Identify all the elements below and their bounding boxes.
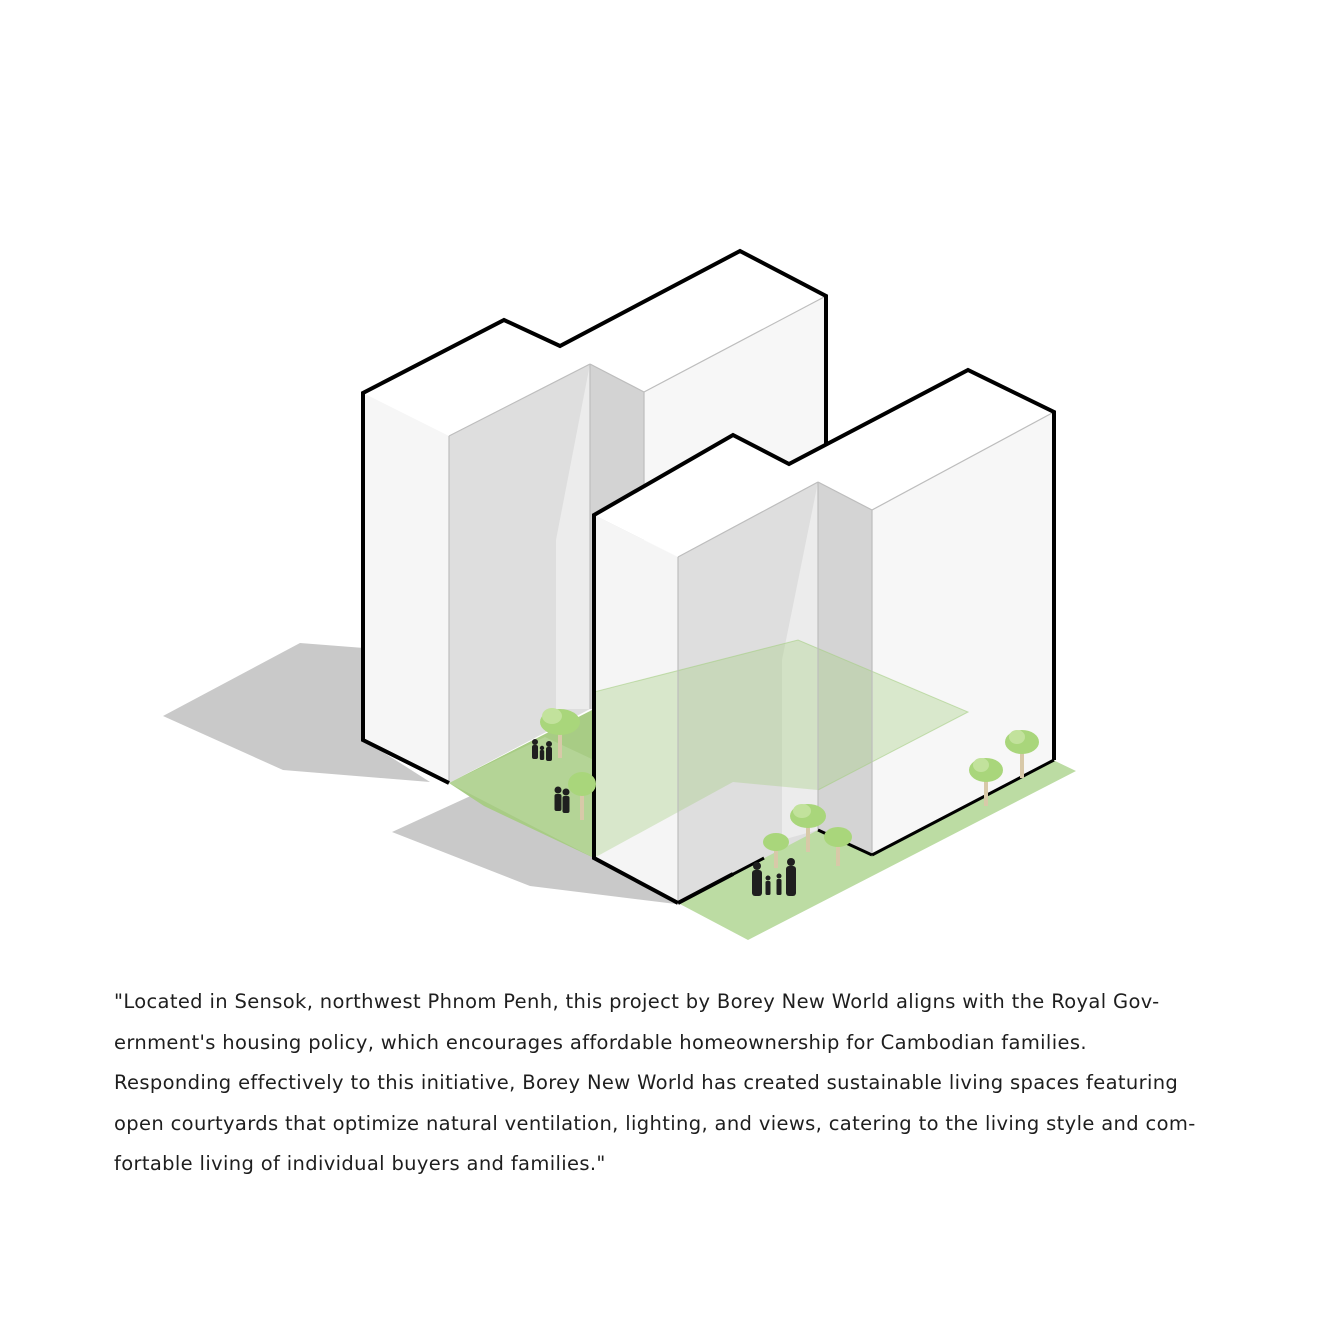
- person-icon: [532, 739, 538, 759]
- person-icon: [766, 876, 771, 896]
- description-line: open courtyards that optimize natural ventilation, lighting, and views, catering to the living style and com-: [114, 1111, 1196, 1135]
- rear-block-left-wall: [363, 393, 449, 783]
- description-line: "Located in Sensok, northwest Phnom Penh, this project by Borey New World aligns with the Royal Gov-: [114, 990, 1160, 1013]
- person-icon: [777, 874, 782, 896]
- person-icon: [546, 741, 552, 761]
- person-icon: [540, 746, 544, 760]
- person-icon: [752, 862, 762, 896]
- description-line: Responding effectively to this initiative, Borey New World has created sustainable living spaces featuring: [114, 1071, 1179, 1094]
- person-icon: [786, 858, 796, 896]
- person-icon: [563, 789, 570, 814]
- description-line: ernment's housing policy, which encourages affordable homeownership for Cambodian families.: [114, 1030, 1087, 1054]
- description-line: fortable living of individual buyers and families.": [114, 1152, 606, 1175]
- person-icon: [555, 787, 562, 812]
- project-description: [114, 982, 1239, 1185]
